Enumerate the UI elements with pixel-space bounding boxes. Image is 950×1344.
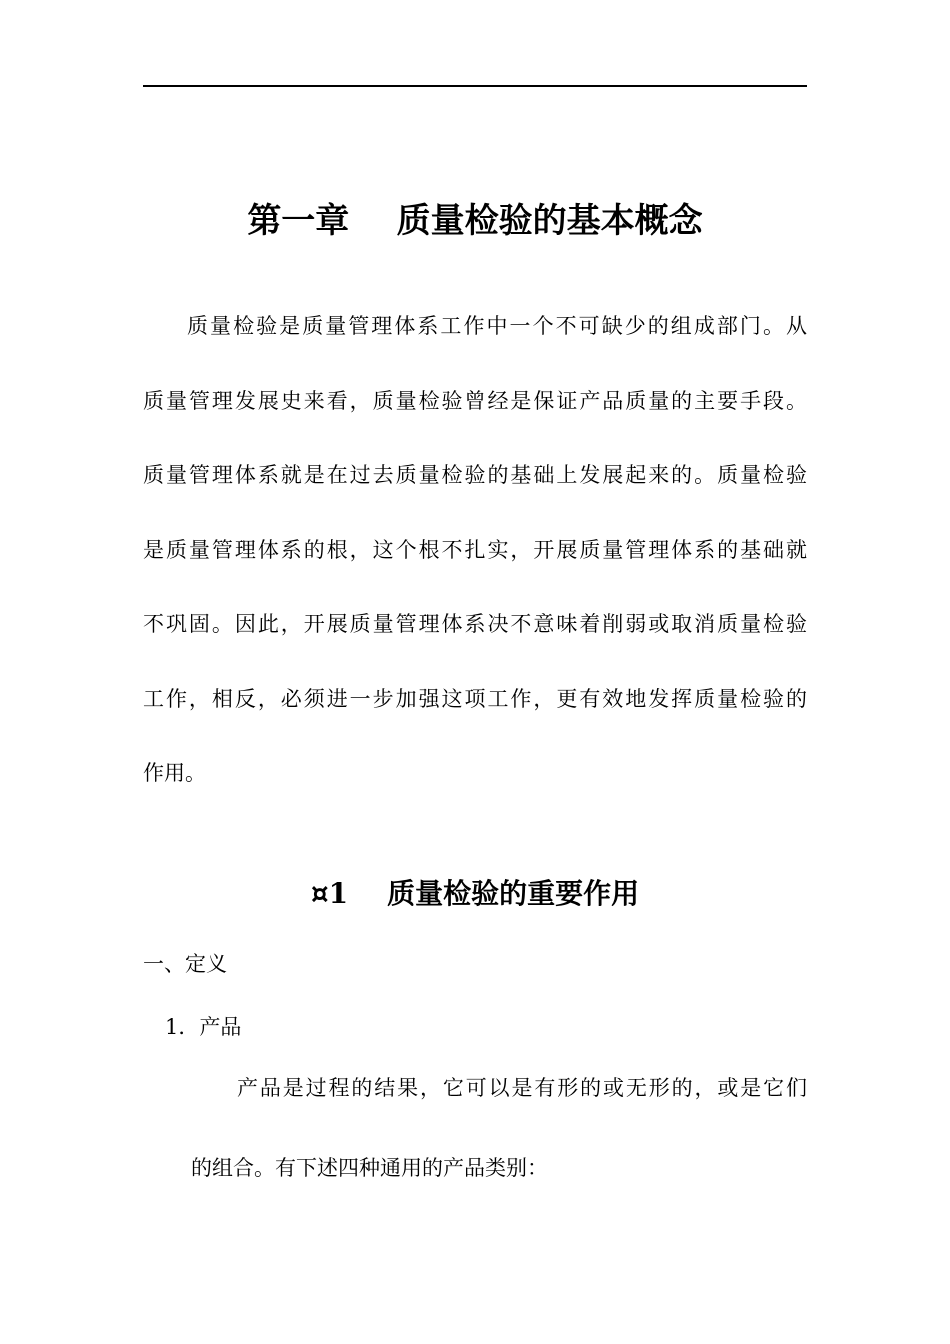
paragraph-line: 产品是过程的结果，它可以是有形的或无形的，或是它们 bbox=[237, 1076, 807, 1100]
paragraph-line: 作用。 bbox=[143, 761, 206, 785]
paragraph-line: 不巩固。因此，开展质量管理体系决不意味着削弱或取消质量检验 bbox=[143, 612, 807, 636]
paragraph-line: 的组合。有下述四种通用的产品类别： bbox=[191, 1156, 548, 1180]
paragraph-line: 工作，相反，必须进一步加强这项工作，更有效地发挥质量检验的 bbox=[143, 686, 807, 711]
definition-paragraph bbox=[191, 1068, 807, 1228]
paragraph-line: 是质量管理体系的根，这个根不扎实，开展质量管理体系的基础就 bbox=[143, 537, 807, 562]
item-heading-product: 1．产品 bbox=[165, 1015, 242, 1039]
paragraph-line: 质量检验是质量管理体系工作中一个不可缺少的组成部门。从 bbox=[187, 314, 807, 338]
subheading-definition: 一、定义 bbox=[143, 952, 227, 976]
chapter-title: 第一章 质量检验的基本概念 bbox=[247, 201, 703, 241]
intro-paragraph bbox=[143, 306, 807, 828]
header-rule bbox=[143, 85, 807, 87]
section-title: ¤1 质量检验的重要作用 bbox=[310, 877, 640, 910]
paragraph-line: 质量管理发展史来看，质量检验曾经是保证产品质量的主要手段。 bbox=[143, 388, 807, 413]
paragraph-line: 质量管理体系就是在过去质量检验的基础上发展起来的。质量检验 bbox=[143, 463, 807, 487]
